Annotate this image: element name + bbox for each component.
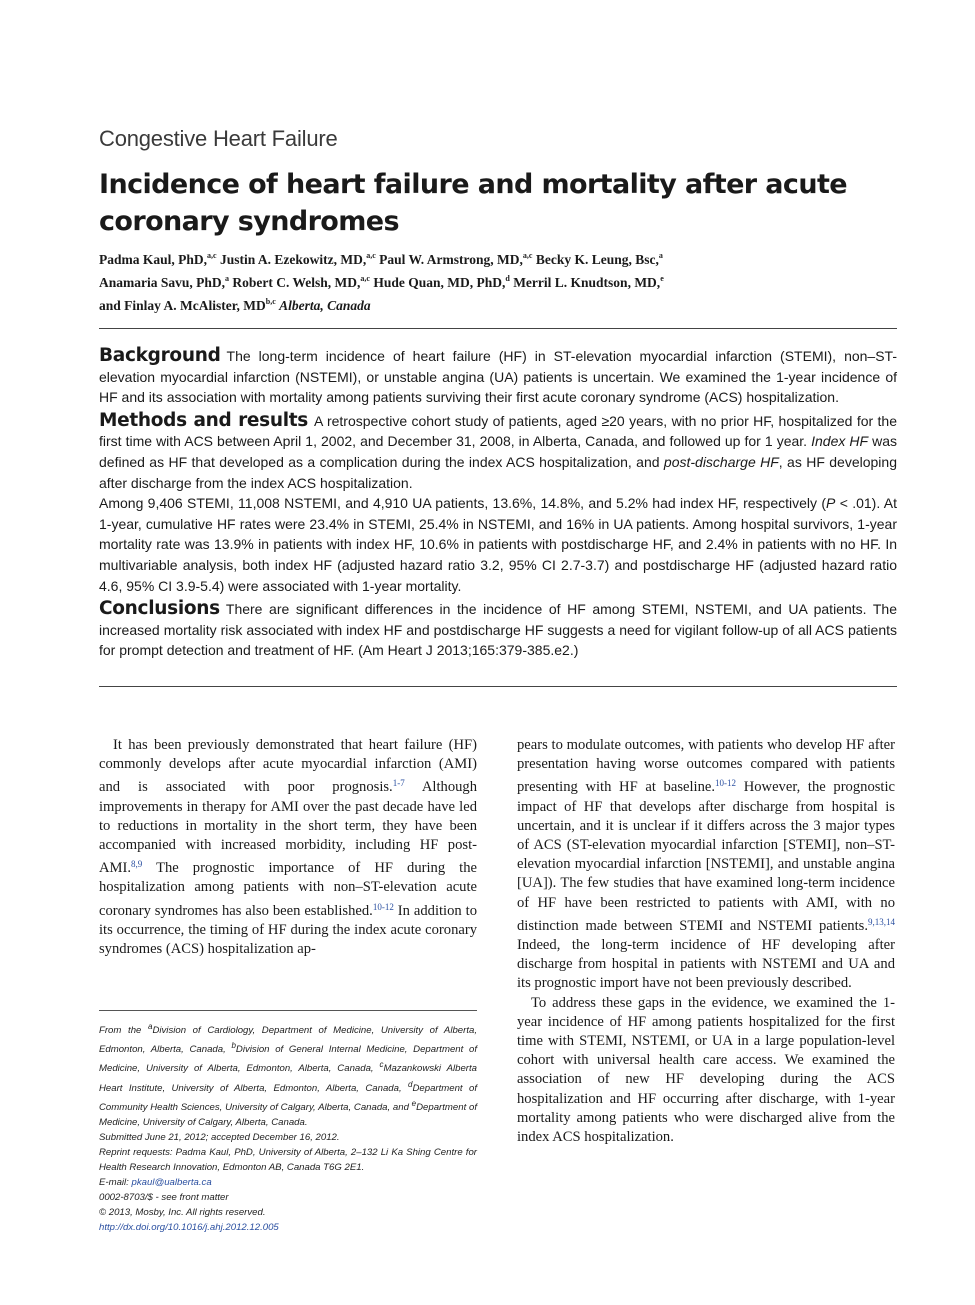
post-discharge-hf-term: post-discharge HF: [663, 453, 779, 470]
affiliation-marker: d: [505, 274, 510, 283]
methods-text: A retrospective cohort study of patients, aged ≥20 years, with no prior HF, hospitalized for the first time with ACS between April 1, 2002, and December 31, 2008, in Alberta, Canada, and followed up for 1 year.: [99, 412, 898, 450]
affiliation-marker: a: [658, 251, 663, 260]
affiliation-marker: b,c: [265, 297, 276, 306]
author-name: Paul W. Armstrong, MD,: [379, 252, 523, 267]
email-link[interactable]: pkaul@ualberta.ca: [131, 1176, 212, 1188]
body-text: pears to modulate outcomes, with patients who develop HF after presentation having worse outcomes compared with patients presenting with HF at baseline.: [517, 737, 895, 796]
citation-ref[interactable]: 8,9: [131, 859, 143, 870]
body-text: It has been previously demonstrated that heart failure (HF) commonly develops after acute myocardial infarction (AMI) and is associated with poor prognosis.: [99, 737, 477, 796]
body-text: The prognostic importance of HF during the hospitalization among patients with non–ST-elevation acute coronary syndromes has also been established.: [99, 860, 477, 919]
author-location: Alberta, Canada: [279, 298, 371, 313]
citation-ref[interactable]: 9,13,14: [868, 916, 895, 927]
methods-text: , as HF developing after discharge from the index ACS hospitalization.: [99, 453, 897, 491]
reprint-requests: Reprint requests: Padma Kaul, PhD, University of Alberta, 2–132 Li Ka Shing Centre for Health Research Innovation, Edmonton AB, Canada T6G 2E1.: [99, 1146, 477, 1173]
body-paragraph: [99, 736, 477, 959]
body-text: Although improvements in therapy for AMI over the past decade have led to reductions in mortality in the short term, they have been accompanied with increased morbidity, including HF post-AMI.: [99, 779, 478, 877]
affiliations: [99, 1019, 477, 1130]
affiliation-marker: a,c: [366, 251, 376, 260]
affiliation-marker: a: [225, 274, 230, 283]
affiliation-marker: a: [148, 1022, 153, 1031]
p-value-symbol: P: [826, 495, 836, 512]
email-line: [99, 1175, 477, 1190]
citation-ref[interactable]: 1-7: [392, 778, 405, 789]
abstract: [99, 346, 897, 661]
affiliation-marker: e: [660, 274, 664, 283]
methods-heading: Methods and results: [99, 409, 309, 431]
affiliation-marker: d: [408, 1079, 413, 1089]
body-column-right: [517, 736, 895, 1147]
body-column-left: [99, 736, 477, 959]
background-heading: Background: [99, 345, 221, 366]
body-paragraph: To address these gaps in the evidence, we examined the 1-year incidence of HF among patients hospitalized for the first time with STEMI, NSTEMI, or UA in a large population-level cohort with universal health care access. We examined the association of new HF developing during the ACS hospitalization and HF occurring after discharge, with 1-year mortality among patients who were discharged alive from the index ACS hospitalization.: [517, 994, 895, 1146]
footnote-text: Department of Medicine, University of Calgary, Alberta, Canada.: [99, 1101, 477, 1128]
methods-text: was defined as HF that developed as a complication during the index ACS hospitalization, and: [99, 433, 898, 470]
footnote-text: Department of Community Health Sciences, University of Calgary, Alberta, Canada, and: [99, 1082, 477, 1113]
author-name: Merril L. Knudtson, MD,: [513, 275, 661, 290]
submitted-date: Submitted June 21, 2012; accepted December 16, 2012.: [99, 1131, 340, 1143]
body-text: Indeed, the long-term incidence of HF developing after discharge from hospital in patients with NSTEMI and UA and its prognostic import have not been previously described.: [517, 937, 895, 992]
affiliation-marker: a,c: [360, 274, 370, 283]
author-list: [99, 246, 859, 315]
footnote-text: Division of General Internal Medicine, Department of Medicine, University of Alberta, Edmonton, Alberta, Canada,: [99, 1044, 477, 1075]
body-text: In addition to its occurrence, the timing of HF during the index acute coronary syndromes (ACS) hospitalization ap-: [99, 902, 478, 958]
author-name: Becky K. Leung, Bsc,: [535, 252, 659, 267]
conclusions-heading: Conclusions: [99, 598, 220, 620]
copyright-line: © 2013, Mosby, Inc. All rights reserved.: [99, 1206, 266, 1218]
index-hf-term: Index HF: [811, 433, 869, 450]
citation-ref[interactable]: 10-12: [372, 901, 394, 912]
issn-line: 0002-8703/$ - see front matter: [99, 1191, 229, 1203]
author-name: Anamaria Savu, PhD,: [99, 275, 226, 290]
citation-ref[interactable]: 10-12: [715, 778, 737, 789]
abstract-top-rule: [99, 328, 897, 329]
author-name: Hude Quan, MD, PhD,: [373, 275, 506, 290]
results-text: Among 9,406 STEMI, 11,008 NSTEMI, and 4,910 UA patients, 13.6%, 14.8%, and 5.2% had index HF, respectively (: [99, 495, 827, 512]
abstract-bottom-rule: [99, 686, 897, 687]
article-title: Incidence of heart failure and mortality after acute coronary syndromes: [99, 169, 847, 237]
footnote-text: Division of Cardiology, Department of Medicine, University of Alberta, Edmonton, Alberta, Canada,: [99, 1025, 477, 1056]
body-paragraph: [517, 736, 895, 994]
footnote-rule: [99, 1010, 477, 1011]
author-name: Robert C. Welsh, MD,: [232, 275, 361, 290]
conclusions-text: There are significant differences in the incidence of HF among STEMI, NSTEMI, and UA patients. The increased mortality risk associated with index HF and postdischarge HF suggests a need for vigilant follow-up of all ACS patients for prompt detection and treatment of HF. (Am Heart J 2013;165:379-385.e2.): [99, 601, 897, 659]
email-label: E-mail:: [99, 1176, 129, 1188]
doi-link[interactable]: http://dx.doi.org/10.1016/j.ahj.2012.12.005: [99, 1221, 279, 1233]
abstract-results: [99, 493, 897, 596]
author-name: Padma Kaul, PhD,: [99, 252, 208, 267]
affiliation-marker: b: [231, 1041, 236, 1051]
author-name: Justin A. Ezekowitz, MD,: [219, 252, 367, 267]
author-name: and Finlay A. McAlister, MD: [99, 298, 266, 313]
footnote-text: Mazankowski Alberta Heart Institute, University of Alberta, Edmonton, Alberta, Canada,: [99, 1063, 477, 1094]
affiliation-marker: e: [411, 1098, 417, 1108]
abstract-background: [99, 346, 897, 408]
footnote-text: From the: [99, 1025, 142, 1037]
section-label: Congestive Heart Failure: [99, 126, 338, 151]
body-text: However, the prognostic impact of HF that develops after discharge from hospital is uncertain, and it is unclear if it differs across the 3 major types of ACS (ST-elevation myocardial infarction [STEMI], non–ST-elevation myocardial infarction [NSTEMI], and unstable angina [UA]). The few studies that have examined long-term incidence of HF have been restricted to patients with AMI, with no distinction made between STEMI and NSTEMI patients.: [517, 779, 896, 934]
abstract-methods: [99, 411, 897, 493]
affiliation-marker: a,c: [522, 251, 533, 260]
background-text: The long-term incidence of heart failure (HF) in ST-elevation myocardial infarction (STEMI), non–ST-elevation myocardial infarction (NSTEMI), or unstable angina (UA) patients is uncertain. We examined the 1-year incidence of HF and its association with mortality among patients surviving their first acute coronary syndrome (ACS) hospitalization.: [99, 348, 897, 406]
abstract-conclusions: [99, 599, 897, 661]
footnotes: [99, 1019, 477, 1235]
affiliation-marker: a,c: [207, 251, 217, 260]
results-text: < .01). At 1-year, cumulative HF rates were 23.4% in STEMI, 25.4% in NSTEMI, and 16% in UA patients. Among hospital survivors, 1-year mortality rate was 13.9% in patients with index HF, 10.6% in patients with postdischarge HF, and 2.4% in patients with no HF. In multivariable analysis, both index HF (adjusted hazard ratio 3.2, 95% CI 2.7-3.7) and postdischarge HF (adjusted hazard ratio 4.6, 95% CI 3.9-5.4) were associated with 1-year mortality.: [99, 495, 897, 594]
affiliation-marker: c: [379, 1060, 384, 1070]
